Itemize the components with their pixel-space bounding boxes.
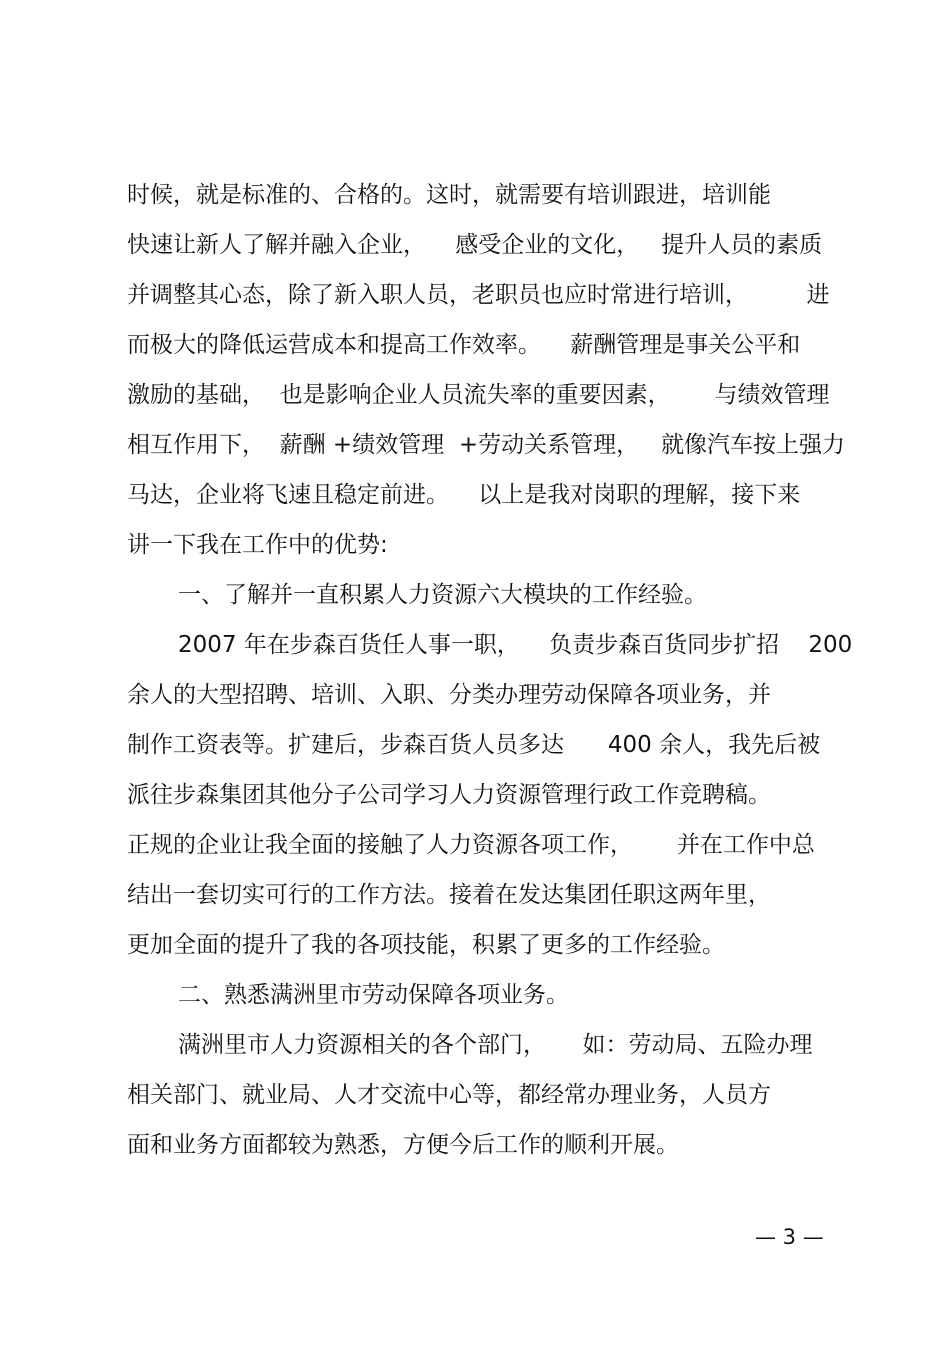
body-text-line: 2007 年在步森百货任人事一职， 负责步森百货同步扩招 200 [178,632,853,658]
body-text-line: 时候，就是标准的、合格的。这时，就需要有培训跟进，培训能 [127,182,771,208]
body-text-line: 马达，企业将飞速且稳定前进。 以上是我对岗职的理解，接下来 [127,482,801,508]
body-text-line: 结出一套切实可行的工作方法。接着在发达集团任职这两年里， [127,882,771,908]
body-text-line: 正规的企业让我全面的接触了人力资源各项工作， 并在工作中总 [127,832,815,858]
body-text-line: 派往步森集团其他分子公司学习人力资源管理行政工作竞聘稿。 [127,782,771,808]
section-heading: 二、熟悉满洲里市劳动保障各项业务。 [178,982,569,1008]
body-text-line: 满洲里市人力资源相关的各个部门， 如：劳动局、五险办理 [178,1032,813,1058]
body-text-line: 快速让新人了解并融入企业， 感受企业的文化， 提升人员的素质 [127,232,823,258]
body-text-line: 更加全面的提升了我的各项技能，积累了更多的工作经验。 [127,932,725,958]
body-text-line: 讲一下我在工作中的优势: [127,532,388,558]
body-text-line: 而极大的降低运营成本和提高工作效率。 薪酬管理是事关公平和 [127,332,801,358]
body-text-line: 相互作用下， 薪酬 +绩效管理 +劳动关系管理， 就像汽车按上强力 [127,432,846,458]
body-text-line: 并调整其心态，除了新入职人员，老职员也应时常进行培训， 进 [127,282,830,308]
body-text-line: 面和业务方面都较为熟悉，方便今后工作的顺利开展。 [127,1132,679,1158]
body-text-line: 激励的基础， 也是影响企业人员流失率的重要因素， 与绩效管理 [127,382,830,408]
section-heading: 一、了解并一直积累人力资源六大模块的工作经验。 [178,582,707,608]
body-text-line: 相关部门、就业局、人才交流中心等，都经常办理业务，人员方 [127,1082,771,1108]
body-text-line: 余人的大型招聘、培训、入职、分类办理劳动保障各项业务，并 [127,682,771,708]
body-text-line: 制作工资表等。扩建后，步森百货人员多达 400 余人，我先后被 [127,732,821,758]
page-number: — 3 — [755,1225,824,1249]
